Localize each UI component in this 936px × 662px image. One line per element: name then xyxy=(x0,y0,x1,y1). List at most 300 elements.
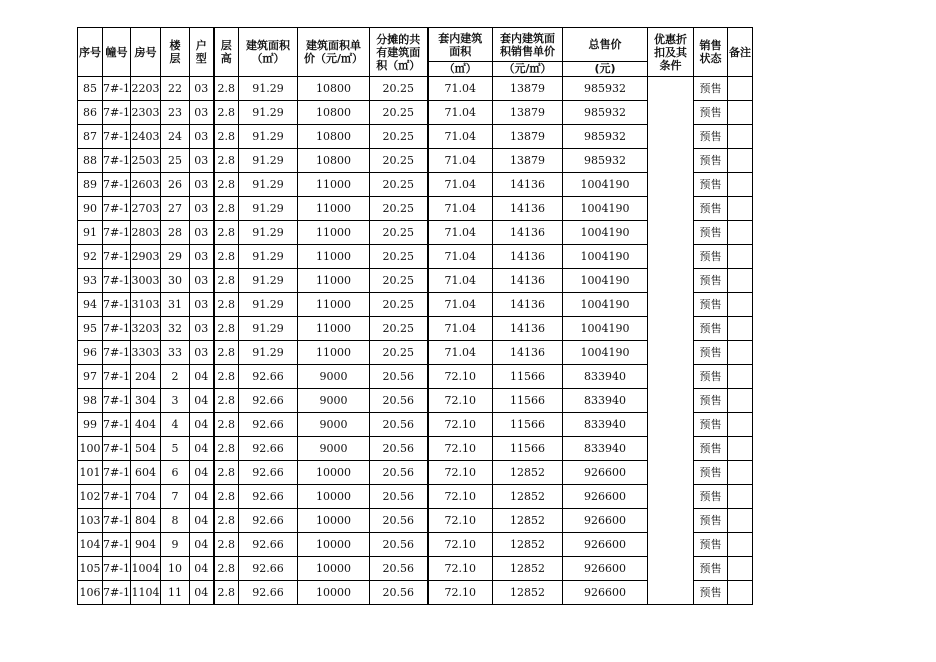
total-price-cell: 833940 xyxy=(563,413,648,437)
area-cell: 92.66 xyxy=(239,413,298,437)
room-cell: 304 xyxy=(131,389,161,413)
discount-cell xyxy=(648,461,694,485)
inner-price-cell: 13879 xyxy=(493,77,563,101)
table-body xyxy=(78,77,753,605)
floor-cell: 32 xyxy=(161,317,190,341)
unit-price-cell: 10800 xyxy=(298,77,370,101)
area-cell: 91.29 xyxy=(239,197,298,221)
remark-cell xyxy=(728,437,753,461)
remark-cell xyxy=(728,557,753,581)
area-cell: 91.29 xyxy=(239,173,298,197)
table-row xyxy=(78,221,753,245)
total-price-cell: 926600 xyxy=(563,509,648,533)
header-unit-price xyxy=(298,28,370,77)
discount-cell xyxy=(648,101,694,125)
remark-cell xyxy=(728,485,753,509)
height-cell: 2.8 xyxy=(214,365,239,389)
header-building: 幢号 xyxy=(103,28,131,77)
unit-price-cell: 11000 xyxy=(298,173,370,197)
seq-cell: 87 xyxy=(78,125,103,149)
discount-cell xyxy=(648,221,694,245)
inner-area-cell: 72.10 xyxy=(428,389,493,413)
total-price-cell: 985932 xyxy=(563,77,648,101)
seq-cell: 90 xyxy=(78,197,103,221)
inner-price-cell: 14136 xyxy=(493,293,563,317)
discount-cell xyxy=(648,269,694,293)
total-price-cell: 985932 xyxy=(563,101,648,125)
unit-type-cell: 04 xyxy=(190,413,214,437)
seq-cell: 86 xyxy=(78,101,103,125)
header-area-label: 建筑面积 xyxy=(246,39,290,52)
building-cell: 7#-1 xyxy=(103,581,131,605)
header-room: 房号 xyxy=(131,28,161,77)
unit-price-cell: 10000 xyxy=(298,485,370,509)
inner-price-cell: 14136 xyxy=(493,197,563,221)
building-cell: 7#-1 xyxy=(103,221,131,245)
unit-price-cell: 10800 xyxy=(298,101,370,125)
shared-area-cell: 20.25 xyxy=(370,341,428,365)
shared-area-cell: 20.25 xyxy=(370,125,428,149)
table-row xyxy=(78,509,753,533)
discount-cell xyxy=(648,197,694,221)
shared-area-cell: 20.25 xyxy=(370,149,428,173)
seq-cell: 104 xyxy=(78,533,103,557)
area-cell: 92.66 xyxy=(239,485,298,509)
building-cell: 7#-1 xyxy=(103,173,131,197)
header-status xyxy=(694,28,728,77)
room-cell: 3003 xyxy=(131,269,161,293)
shared-area-cell: 20.56 xyxy=(370,509,428,533)
unit-price-cell: 9000 xyxy=(298,365,370,389)
seq-cell: 94 xyxy=(78,293,103,317)
total-price-cell: 1004190 xyxy=(563,341,648,365)
header-discount-line2: 扣及其 xyxy=(654,45,687,59)
seq-cell: 105 xyxy=(78,557,103,581)
discount-cell xyxy=(648,509,694,533)
remark-cell xyxy=(728,317,753,341)
building-cell: 7#-1 xyxy=(103,149,131,173)
room-cell: 704 xyxy=(131,485,161,509)
height-cell: 2.8 xyxy=(214,197,239,221)
shared-area-cell: 20.56 xyxy=(370,581,428,605)
seq-cell: 93 xyxy=(78,269,103,293)
discount-cell xyxy=(648,173,694,197)
header-inner-price-unit: （元/㎡） xyxy=(493,62,563,77)
floor-cell: 9 xyxy=(161,533,190,557)
area-cell: 91.29 xyxy=(239,77,298,101)
unit-price-cell: 11000 xyxy=(298,293,370,317)
building-cell: 7#-1 xyxy=(103,197,131,221)
status-cell: 预售 xyxy=(694,125,728,149)
shared-area-cell: 20.56 xyxy=(370,461,428,485)
inner-area-cell: 72.10 xyxy=(428,533,493,557)
shared-area-cell: 20.25 xyxy=(370,197,428,221)
header-inner-area-line1: 套内建筑 xyxy=(438,31,483,45)
total-price-cell: 833940 xyxy=(563,389,648,413)
table-row xyxy=(78,197,753,221)
seq-cell: 98 xyxy=(78,389,103,413)
room-cell: 904 xyxy=(131,533,161,557)
header-discount-line1: 优惠折 xyxy=(654,32,687,46)
area-cell: 91.29 xyxy=(239,245,298,269)
inner-price-cell: 11566 xyxy=(493,365,563,389)
remark-cell xyxy=(728,269,753,293)
area-cell: 92.66 xyxy=(239,461,298,485)
seq-cell: 91 xyxy=(78,221,103,245)
shared-area-cell: 20.56 xyxy=(370,365,428,389)
header-total-unit: (元) xyxy=(563,62,648,77)
status-cell: 预售 xyxy=(694,437,728,461)
floor-cell: 22 xyxy=(161,77,190,101)
shared-area-cell: 20.56 xyxy=(370,533,428,557)
shared-area-cell: 20.25 xyxy=(370,245,428,269)
remark-cell xyxy=(728,581,753,605)
inner-price-cell: 12852 xyxy=(493,533,563,557)
height-cell: 2.8 xyxy=(214,173,239,197)
room-cell: 3103 xyxy=(131,293,161,317)
inner-price-cell: 14136 xyxy=(493,341,563,365)
inner-price-cell: 12852 xyxy=(493,557,563,581)
inner-area-cell: 71.04 xyxy=(428,245,493,269)
table-header xyxy=(78,28,753,77)
inner-price-cell: 14136 xyxy=(493,221,563,245)
shared-area-cell: 20.25 xyxy=(370,269,428,293)
building-cell: 7#-1 xyxy=(103,245,131,269)
room-cell: 2303 xyxy=(131,101,161,125)
inner-area-cell: 71.04 xyxy=(428,221,493,245)
unit-type-cell: 03 xyxy=(190,269,214,293)
header-status-line2: 状态 xyxy=(699,52,722,65)
unit-price-cell: 11000 xyxy=(298,269,370,293)
shared-area-cell: 20.25 xyxy=(370,173,428,197)
unit-type-cell: 04 xyxy=(190,533,214,557)
building-cell: 7#-1 xyxy=(103,317,131,341)
inner-price-cell: 14136 xyxy=(493,269,563,293)
unit-price-cell: 11000 xyxy=(298,245,370,269)
seq-cell: 106 xyxy=(78,581,103,605)
area-cell: 91.29 xyxy=(239,125,298,149)
height-cell: 2.8 xyxy=(214,389,239,413)
area-cell: 92.66 xyxy=(239,557,298,581)
inner-area-cell: 71.04 xyxy=(428,77,493,101)
status-cell: 预售 xyxy=(694,197,728,221)
shared-area-cell: 20.56 xyxy=(370,413,428,437)
shared-area-cell: 20.25 xyxy=(370,293,428,317)
floor-cell: 4 xyxy=(161,413,190,437)
unit-price-cell: 11000 xyxy=(298,221,370,245)
header-unit-price-line1: 建筑面积单 xyxy=(306,39,361,52)
status-cell: 预售 xyxy=(694,509,728,533)
room-cell: 2503 xyxy=(131,149,161,173)
area-cell: 91.29 xyxy=(239,221,298,245)
unit-type-cell: 04 xyxy=(190,485,214,509)
header-shared-area xyxy=(370,28,428,77)
remark-cell xyxy=(728,173,753,197)
remark-cell xyxy=(728,509,753,533)
area-cell: 91.29 xyxy=(239,101,298,125)
table-row xyxy=(78,149,753,173)
floor-cell: 30 xyxy=(161,269,190,293)
table-row xyxy=(78,293,753,317)
discount-cell xyxy=(648,437,694,461)
seq-cell: 85 xyxy=(78,77,103,101)
unit-type-cell: 03 xyxy=(190,101,214,125)
room-cell: 2703 xyxy=(131,197,161,221)
status-cell: 预售 xyxy=(694,317,728,341)
discount-cell xyxy=(648,413,694,437)
unit-type-cell: 03 xyxy=(190,341,214,365)
shared-area-cell: 20.25 xyxy=(370,77,428,101)
height-cell: 2.8 xyxy=(214,221,239,245)
inner-area-cell: 71.04 xyxy=(428,197,493,221)
remark-cell xyxy=(728,149,753,173)
inner-area-cell: 72.10 xyxy=(428,581,493,605)
header-unit-type: 户型 xyxy=(190,28,214,77)
room-cell: 2803 xyxy=(131,221,161,245)
inner-price-cell: 12852 xyxy=(493,509,563,533)
discount-cell xyxy=(648,581,694,605)
unit-price-cell: 9000 xyxy=(298,437,370,461)
total-price-cell: 1004190 xyxy=(563,221,648,245)
seq-cell: 99 xyxy=(78,413,103,437)
area-cell: 92.66 xyxy=(239,533,298,557)
floor-cell: 28 xyxy=(161,221,190,245)
discount-cell xyxy=(648,125,694,149)
floor-cell: 5 xyxy=(161,437,190,461)
floor-cell: 25 xyxy=(161,149,190,173)
area-cell: 91.29 xyxy=(239,269,298,293)
unit-type-cell: 04 xyxy=(190,581,214,605)
inner-price-cell: 14136 xyxy=(493,173,563,197)
height-cell: 2.8 xyxy=(214,533,239,557)
status-cell: 预售 xyxy=(694,365,728,389)
room-cell: 604 xyxy=(131,461,161,485)
header-shared-line1: 分摊的共 xyxy=(376,32,421,46)
room-cell: 3303 xyxy=(131,341,161,365)
unit-type-cell: 04 xyxy=(190,389,214,413)
building-cell: 7#-1 xyxy=(103,389,131,413)
total-price-cell: 1004190 xyxy=(563,173,648,197)
room-cell: 404 xyxy=(131,413,161,437)
table-row xyxy=(78,557,753,581)
total-price-cell: 926600 xyxy=(563,485,648,509)
status-cell: 预售 xyxy=(694,77,728,101)
building-cell: 7#-1 xyxy=(103,365,131,389)
inner-area-cell: 71.04 xyxy=(428,269,493,293)
inner-price-cell: 13879 xyxy=(493,149,563,173)
floor-cell: 11 xyxy=(161,581,190,605)
area-cell: 92.66 xyxy=(239,509,298,533)
header-inner-price xyxy=(493,28,563,62)
status-cell: 预售 xyxy=(694,173,728,197)
header-inner-price-line1: 套内建筑面 xyxy=(500,31,555,45)
height-cell: 2.8 xyxy=(214,245,239,269)
total-price-cell: 1004190 xyxy=(563,197,648,221)
building-cell: 7#-1 xyxy=(103,413,131,437)
inner-price-cell: 14136 xyxy=(493,245,563,269)
floor-cell: 2 xyxy=(161,365,190,389)
table-row xyxy=(78,77,753,101)
header-remark: 备注 xyxy=(728,28,753,77)
inner-price-cell: 12852 xyxy=(493,485,563,509)
header-shared-line3: 积（㎡） xyxy=(376,58,421,72)
building-cell: 7#-1 xyxy=(103,101,131,125)
header-unit-price-line2: 价（元/㎡） xyxy=(303,52,364,65)
header-shared-line2: 有建筑面 xyxy=(376,45,421,59)
building-cell: 7#-1 xyxy=(103,509,131,533)
discount-cell xyxy=(648,557,694,581)
total-price-cell: 1004190 xyxy=(563,317,648,341)
remark-cell xyxy=(728,341,753,365)
unit-type-cell: 04 xyxy=(190,437,214,461)
remark-cell xyxy=(728,245,753,269)
inner-area-cell: 72.10 xyxy=(428,557,493,581)
area-cell: 91.29 xyxy=(239,317,298,341)
remark-cell xyxy=(728,365,753,389)
unit-price-cell: 10000 xyxy=(298,533,370,557)
table-row xyxy=(78,269,753,293)
building-cell: 7#-1 xyxy=(103,77,131,101)
discount-cell xyxy=(648,485,694,509)
unit-type-cell: 03 xyxy=(190,125,214,149)
total-price-cell: 1004190 xyxy=(563,245,648,269)
status-cell: 预售 xyxy=(694,485,728,509)
height-cell: 2.8 xyxy=(214,317,239,341)
unit-type-cell: 03 xyxy=(190,317,214,341)
area-cell: 92.66 xyxy=(239,365,298,389)
discount-cell xyxy=(648,533,694,557)
height-cell: 2.8 xyxy=(214,581,239,605)
inner-price-cell: 12852 xyxy=(493,581,563,605)
shared-area-cell: 20.56 xyxy=(370,485,428,509)
status-cell: 预售 xyxy=(694,245,728,269)
table-row xyxy=(78,389,753,413)
inner-price-cell: 13879 xyxy=(493,101,563,125)
height-cell: 2.8 xyxy=(214,413,239,437)
floor-cell: 31 xyxy=(161,293,190,317)
table-row xyxy=(78,533,753,557)
table-row xyxy=(78,101,753,125)
total-price-cell: 926600 xyxy=(563,533,648,557)
floor-cell: 10 xyxy=(161,557,190,581)
unit-type-cell: 03 xyxy=(190,149,214,173)
room-cell: 504 xyxy=(131,437,161,461)
table-row xyxy=(78,173,753,197)
area-cell: 92.66 xyxy=(239,437,298,461)
status-cell: 预售 xyxy=(694,389,728,413)
status-cell: 预售 xyxy=(694,221,728,245)
unit-type-cell: 04 xyxy=(190,509,214,533)
table-row xyxy=(78,317,753,341)
height-cell: 2.8 xyxy=(214,509,239,533)
status-cell: 预售 xyxy=(694,581,728,605)
seq-cell: 103 xyxy=(78,509,103,533)
floor-cell: 27 xyxy=(161,197,190,221)
unit-price-cell: 11000 xyxy=(298,317,370,341)
remark-cell xyxy=(728,533,753,557)
building-cell: 7#-1 xyxy=(103,557,131,581)
unit-price-cell: 10800 xyxy=(298,149,370,173)
room-cell: 3203 xyxy=(131,317,161,341)
table-row xyxy=(78,581,753,605)
inner-area-cell: 71.04 xyxy=(428,341,493,365)
height-cell: 2.8 xyxy=(214,77,239,101)
height-cell: 2.8 xyxy=(214,269,239,293)
floor-cell: 3 xyxy=(161,389,190,413)
height-cell: 2.8 xyxy=(214,293,239,317)
area-cell: 92.66 xyxy=(239,389,298,413)
height-cell: 2.8 xyxy=(214,485,239,509)
building-cell: 7#-1 xyxy=(103,293,131,317)
status-cell: 预售 xyxy=(694,293,728,317)
status-cell: 预售 xyxy=(694,101,728,125)
remark-cell xyxy=(728,461,753,485)
header-area-unit: （㎡） xyxy=(251,52,285,65)
seq-cell: 102 xyxy=(78,485,103,509)
height-cell: 2.8 xyxy=(214,101,239,125)
height-cell: 2.8 xyxy=(214,341,239,365)
seq-cell: 97 xyxy=(78,365,103,389)
status-cell: 预售 xyxy=(694,461,728,485)
room-cell: 1104 xyxy=(131,581,161,605)
seq-cell: 92 xyxy=(78,245,103,269)
floor-cell: 6 xyxy=(161,461,190,485)
building-cell: 7#-1 xyxy=(103,341,131,365)
inner-area-cell: 71.04 xyxy=(428,317,493,341)
unit-type-cell: 03 xyxy=(190,221,214,245)
shared-area-cell: 20.56 xyxy=(370,437,428,461)
inner-area-cell: 71.04 xyxy=(428,173,493,197)
status-cell: 预售 xyxy=(694,341,728,365)
discount-cell xyxy=(648,245,694,269)
building-cell: 7#-1 xyxy=(103,461,131,485)
unit-type-cell: 03 xyxy=(190,293,214,317)
floor-cell: 24 xyxy=(161,125,190,149)
discount-cell xyxy=(648,293,694,317)
floor-cell: 26 xyxy=(161,173,190,197)
header-discount xyxy=(648,28,694,77)
total-price-cell: 926600 xyxy=(563,461,648,485)
seq-cell: 100 xyxy=(78,437,103,461)
inner-price-cell: 14136 xyxy=(493,317,563,341)
room-cell: 204 xyxy=(131,365,161,389)
unit-type-cell: 04 xyxy=(190,461,214,485)
discount-cell xyxy=(648,317,694,341)
price-list-table xyxy=(77,27,753,605)
inner-price-cell: 11566 xyxy=(493,413,563,437)
seq-cell: 89 xyxy=(78,173,103,197)
header-inner-area xyxy=(428,28,493,62)
height-cell: 2.8 xyxy=(214,557,239,581)
total-price-cell: 985932 xyxy=(563,125,648,149)
remark-cell xyxy=(728,197,753,221)
inner-price-cell: 11566 xyxy=(493,389,563,413)
header-inner-price-line2: 积销售单价 xyxy=(500,44,555,58)
table-row xyxy=(78,245,753,269)
status-cell: 预售 xyxy=(694,533,728,557)
building-cell: 7#-1 xyxy=(103,125,131,149)
table-row xyxy=(78,125,753,149)
unit-price-cell: 11000 xyxy=(298,341,370,365)
discount-cell xyxy=(648,365,694,389)
shared-area-cell: 20.56 xyxy=(370,557,428,581)
building-cell: 7#-1 xyxy=(103,485,131,509)
total-price-cell: 833940 xyxy=(563,365,648,389)
remark-cell xyxy=(728,413,753,437)
unit-type-cell: 03 xyxy=(190,77,214,101)
status-cell: 预售 xyxy=(694,557,728,581)
unit-price-cell: 11000 xyxy=(298,197,370,221)
